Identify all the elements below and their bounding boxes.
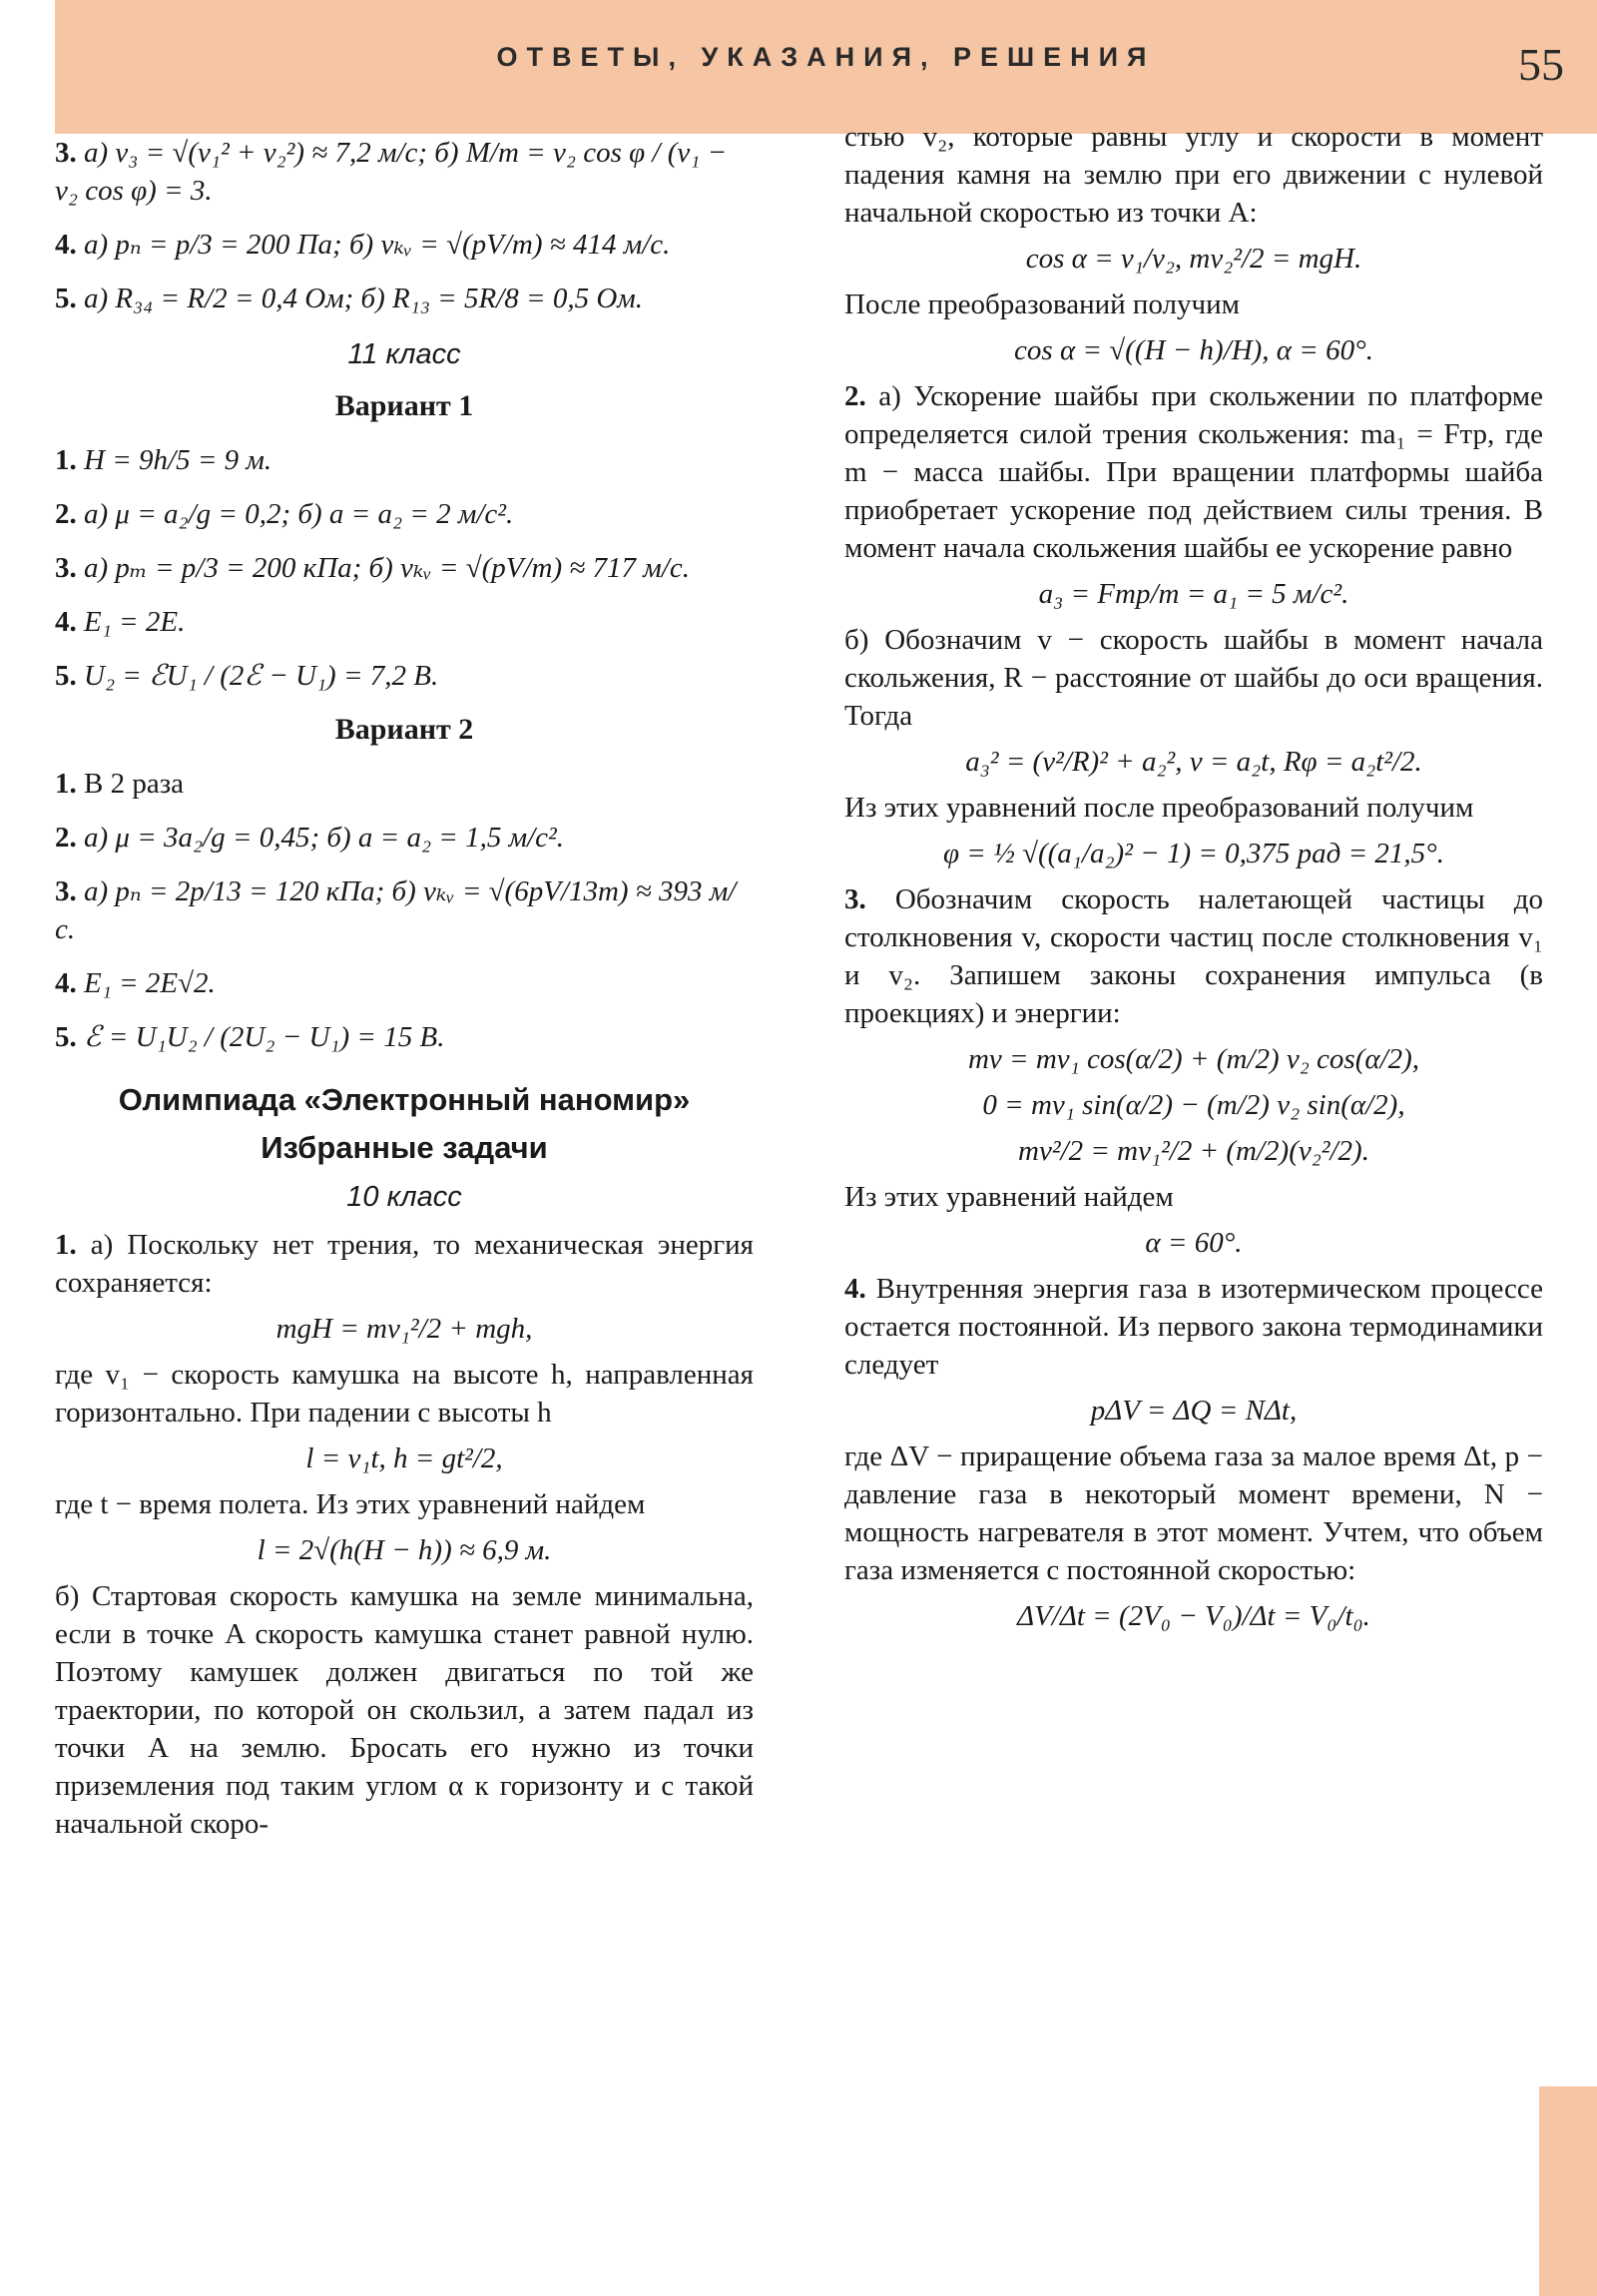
item-text: а) pₙ = 2p/13 = 120 кПа; б) vₖᵥ = √(6pV/13m) ≈ 393 м/с. xyxy=(55,875,737,945)
selected-problems-title: Избранные задачи xyxy=(261,1130,548,1165)
class-10-heading: 10 класс xyxy=(346,1181,462,1213)
item-text: а) v₃ = √(v₁² + v₂²) ≈ 7,2 м/с; б) M/m = v₂ cos φ / (v₁ − v₂ cos φ) = 3. xyxy=(55,137,728,207)
equation: mv²/2 = mv₁²/2 + (m/2)(v₂²/2). xyxy=(1018,1135,1369,1167)
item-number: 5. xyxy=(55,283,77,314)
answer-item xyxy=(55,1018,754,1056)
item-text: а) pₙ = p/3 = 200 Па; б) vₖᵥ = √(pV/m) ≈ 414 м/с. xyxy=(84,229,671,261)
page-corner-tab xyxy=(1539,2086,1597,2296)
item-number: 3. xyxy=(55,552,77,584)
equation: cos α = v₁/v₂, mv₂²/2 = mgH. xyxy=(1025,243,1362,275)
paragraph-text: Внутренняя энергия газа в изотермическом процессе остается постоянной. Из первого закона термодинамики следует xyxy=(844,1273,1544,1381)
equation: φ = ½ √((a₁/a₂)² − 1) = 0,375 рад = 21,5°. xyxy=(942,838,1445,869)
paragraph: Из этих уравнений найдем xyxy=(844,1181,1174,1213)
answer-item xyxy=(55,964,754,1002)
olympiad-title: Олимпиада «Электронный наномир» xyxy=(118,1082,691,1117)
item-text: U₂ = ℰU₁ / (2ℰ − U₁) = 7,2 В. xyxy=(84,660,439,692)
equation: l = 2√(h(H − h)) ≈ 6,9 м. xyxy=(257,1534,552,1566)
item-number: 3. xyxy=(55,137,77,169)
item-text: а) μ = a₂/g = 0,2; б) a = a₂ = 2 м/с². xyxy=(84,498,514,530)
answer-item xyxy=(55,495,754,533)
answer-item xyxy=(55,280,754,317)
answer-item xyxy=(55,603,754,641)
page-header xyxy=(55,0,1597,134)
paragraph: где ΔV − приращение объема газа за малое время Δt, p − давление газа в некоторый момент времени, N − мощность нагревателя в этот момент. Учтем, что объем газа изменяется с постоянной скоростью: xyxy=(844,1440,1543,1586)
paragraph: б) Обозначим v − скорость шайбы в момент начала скольжения, R − расстояние от шайбы до оси вращения. Тогда xyxy=(844,624,1543,732)
equation: mv = mv₁ cos(α/2) + (m/2) v₂ cos(α/2), xyxy=(967,1043,1420,1075)
item-text: а) μ = 3a₂/g = 0,45; б) a = a₂ = 1,5 м/с². xyxy=(84,822,564,854)
equation: a₃ = Fтр/m = a₁ = 5 м/с². xyxy=(1038,578,1349,610)
answer-item xyxy=(55,819,754,857)
paragraph: где t − время полета. Из этих уравнений найдем xyxy=(55,1488,646,1520)
equation: cos α = √((H − h)/H), α = 60°. xyxy=(1014,334,1373,366)
variant-2-heading: Вариант 2 xyxy=(334,713,474,746)
item-number: 2. xyxy=(55,498,77,530)
problem-number: 3. xyxy=(844,883,866,915)
paragraph xyxy=(55,1226,754,1302)
item-number: 5. xyxy=(55,660,77,692)
problem-number: 4. xyxy=(844,1273,866,1305)
equation: a₃² = (v²/R)² + a₂², v = a₂t, Rφ = a₂t²/2. xyxy=(965,746,1422,778)
item-number: 5. xyxy=(55,1021,77,1053)
olympiad-heading xyxy=(55,1076,754,1172)
paragraph: После преобразований получим xyxy=(844,288,1240,320)
header-title: ОТВЕТЫ, УКАЗАНИЯ, РЕШЕНИЯ xyxy=(496,42,1156,72)
paragraph-text: Обозначим скорость налетающей частицы до столкновения v, скорости частиц после столкновения v₁ и v₂. Запишем законы сохранения импульса (в проекциях) и энергии: xyxy=(844,883,1544,1029)
paragraph-text: а) Ускорение шайбы при скольжении по платформе определяется силой трения скольжения: ma₁ = Fтр, где m − масса шайбы. При вращении платформы шайба приобретает ускорение под действием силы трения. В момент начала скольжения шайбы ее ускорение равно xyxy=(844,380,1543,564)
item-number: 2. xyxy=(55,822,77,854)
item-number: 1. xyxy=(55,768,77,800)
answer-item xyxy=(55,441,754,479)
problem-number: 1. xyxy=(55,1229,77,1261)
paragraph xyxy=(844,377,1543,567)
answer-item xyxy=(55,134,754,210)
paragraph xyxy=(844,880,1543,1032)
item-text: а) R₃₄ = R/2 = 0,4 Ом; б) R₁₃ = 5R/8 = 0,5 Ом. xyxy=(84,283,644,314)
equation: l = v₁t, h = gt²/2, xyxy=(305,1442,503,1474)
answer-item xyxy=(55,549,754,587)
paragraph: б) Стартовая скорость камушка на земле минимальна, если в точке A скорость камушка станет равной нулю. Поэтому камушек должен двигаться по той же траектории, по которой он скользил, а затем падал из точки A на землю. Бросать его нужно из точки приземления под таким углом α к горизонту и с такой начальной скоро- xyxy=(55,1580,754,1840)
item-number: 4. xyxy=(55,967,77,999)
answer-item xyxy=(55,226,754,264)
equation: 0 = mv₁ sin(α/2) − (m/2) v₂ sin(α/2), xyxy=(982,1089,1405,1121)
answer-item xyxy=(55,872,754,948)
answer-item xyxy=(55,657,754,695)
variant-1-heading: Вариант 1 xyxy=(334,389,474,422)
item-number: 1. xyxy=(55,444,77,476)
page-number: 55 xyxy=(1518,39,1564,90)
right-column xyxy=(844,118,1543,1643)
equation: α = 60°. xyxy=(1145,1227,1243,1259)
paragraph: где v₁ − скорость камушка на высоте h, направленная горизонтально. При падении с высоты h xyxy=(55,1359,754,1429)
item-text: а) pₘ = p/3 = 200 кПа; б) vₖᵥ = √(pV/m) ≈ 717 м/с. xyxy=(84,552,690,584)
paragraph: стью v₂, которые равны углу и скорости в момент падения камня на землю при его движении с нулевой начальной скоростью из точки A: xyxy=(844,121,1543,229)
item-text: E₁ = 2E√2. xyxy=(84,967,216,999)
equation: ΔV/Δt = (2V₀ − V₀)/Δt = V₀/t₀. xyxy=(1017,1600,1370,1632)
item-number: 4. xyxy=(55,229,77,261)
problem-number: 2. xyxy=(844,380,866,412)
equation: mgH = mv₁²/2 + mgh, xyxy=(275,1313,533,1345)
left-column xyxy=(55,118,754,1843)
answer-item xyxy=(55,765,754,803)
equation: pΔV = ΔQ = NΔt, xyxy=(1090,1395,1298,1427)
item-text: E₁ = 2E. xyxy=(84,606,186,638)
paragraph xyxy=(844,1270,1543,1384)
item-number: 3. xyxy=(55,875,77,907)
paragraph: Из этих уравнений после преобразований получим xyxy=(844,792,1474,824)
item-text: В 2 раза xyxy=(84,768,185,800)
item-number: 4. xyxy=(55,606,77,638)
class-11-heading: 11 класс xyxy=(347,338,461,370)
item-text: H = 9h/5 = 9 м. xyxy=(84,444,272,476)
paragraph-text: а) Поскольку нет трения, то механическая энергия сохраняется: xyxy=(55,1229,754,1299)
item-text: ℰ = U₁U₂ / (2U₂ − U₁) = 15 В. xyxy=(84,1021,445,1053)
